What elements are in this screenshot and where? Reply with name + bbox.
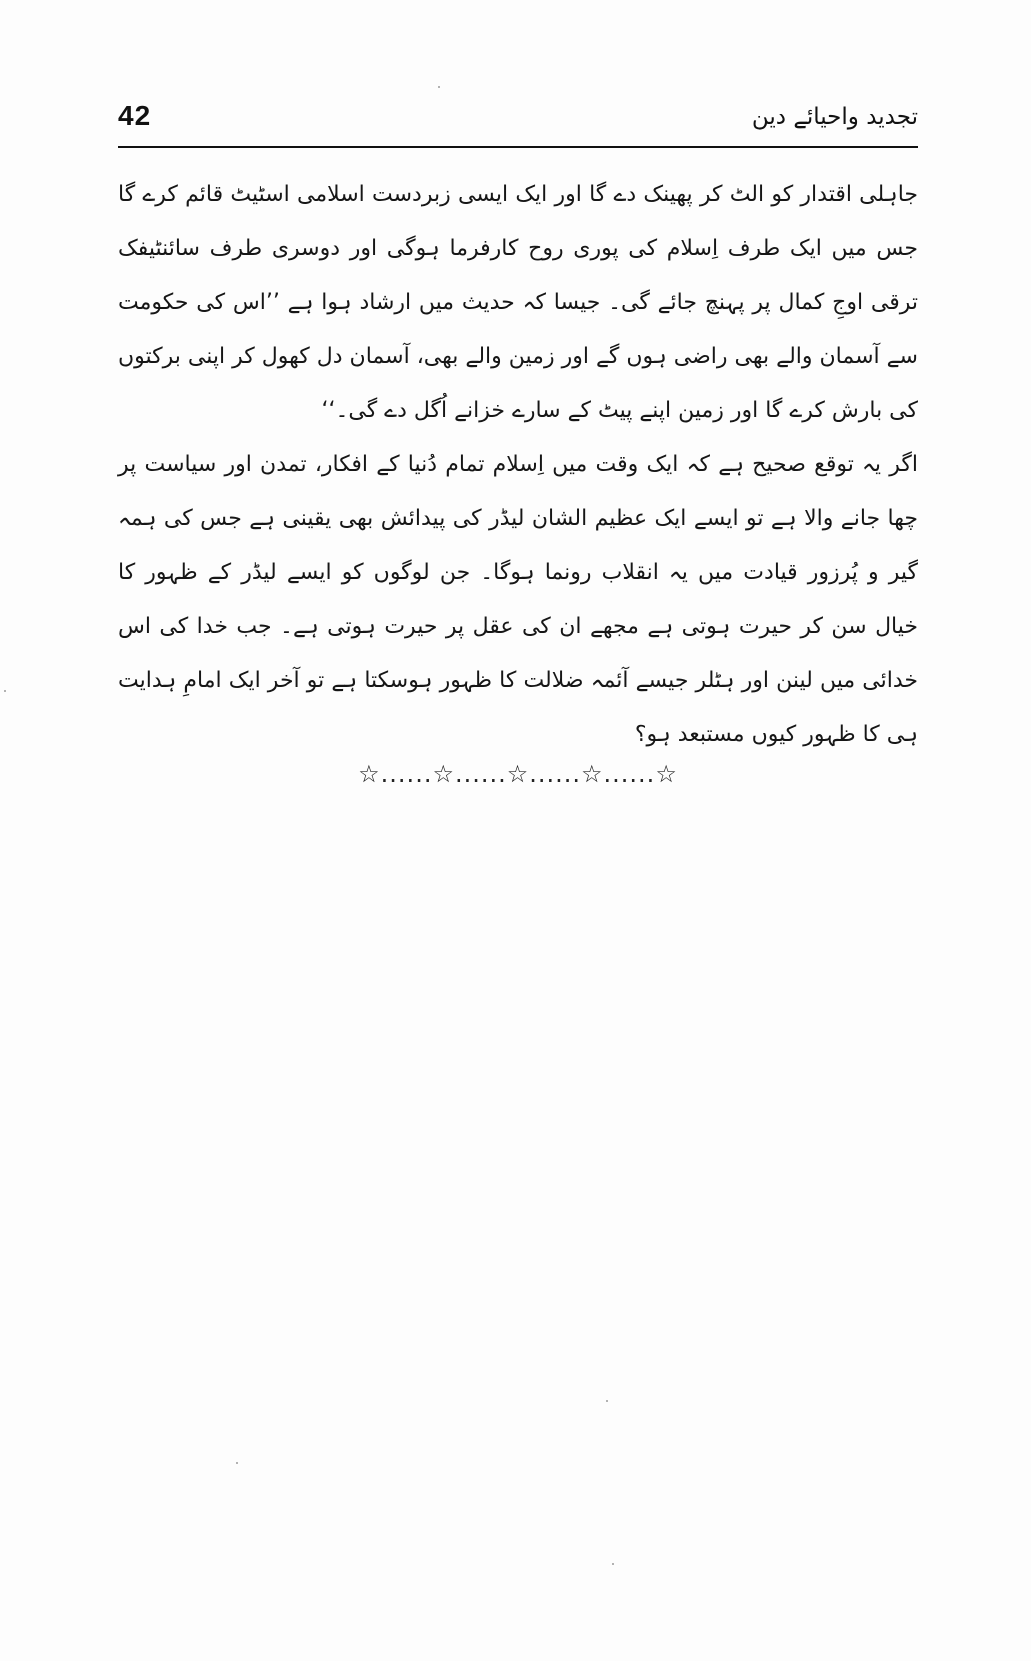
paragraph-2: اگر یہ توقع صحیح ہے کہ ایک وقت میں اِسلام تمام دُنیا کے افکار، تمدن اور سیاست پر چھا جانے والا ہے تو ایسے ایک عظیم الشان لیڈر کی پیدائش بھی یقینی ہے جس کی ہمہ گیر و پُرزور قیادت میں یہ انقلاب رونما ہوگا۔ جن لوگوں کو ایسے لیڈر کے ظہور کا خیال سن کر حیرت ہوتی ہے مجھے ان کی عقل پر حیرت ہوتی ہے۔ جب خدا کی اس خدائی میں لینن اور ہٹلر جیسے آئمہ ضلالت کا ظہور ہوسکتا ہے تو آخر ایک امامِ ہدایت ہی کا ظہور کیوں مستبعد ہو؟ [118,452,918,747]
paragraph-1: جاہلی اقتدار کو الٹ کر پھینک دے گا اور ایک ایسی زبردست اسلامی اسٹیٹ قائم کرے گا جس میں ایک طرف اِسلام کی پوری روح کارفرما ہوگی اور دوسری طرف سائنٹیفک ترقی اوجِ کمال پر پہنچ جائے گی۔ جیسا کہ حدیث میں ارشاد ہوا ہے ’’اس کی حکومت سے آسمان والے بھی راضی ہوں گے اور زمین والے بھی، آسمان دل کھول کر اپنی برکتوں کی بارش کرے گا اور زمین اپنے پیٹ کے سارے خزانے اُگل دے گی۔‘‘ [118,182,918,423]
scan-speck [236,1462,238,1464]
scan-speck [606,1400,608,1402]
scan-speck [612,1563,614,1565]
star-separator: ☆......☆......☆......☆......☆ [358,760,678,788]
page-header [118,100,918,144]
page-number: 42 [118,100,152,131]
header-rule [118,146,918,148]
scan-speck [438,86,440,88]
body-text [118,168,918,762]
scan-speck [4,690,6,692]
running-title: تجدید واحیائے دین [751,104,918,130]
